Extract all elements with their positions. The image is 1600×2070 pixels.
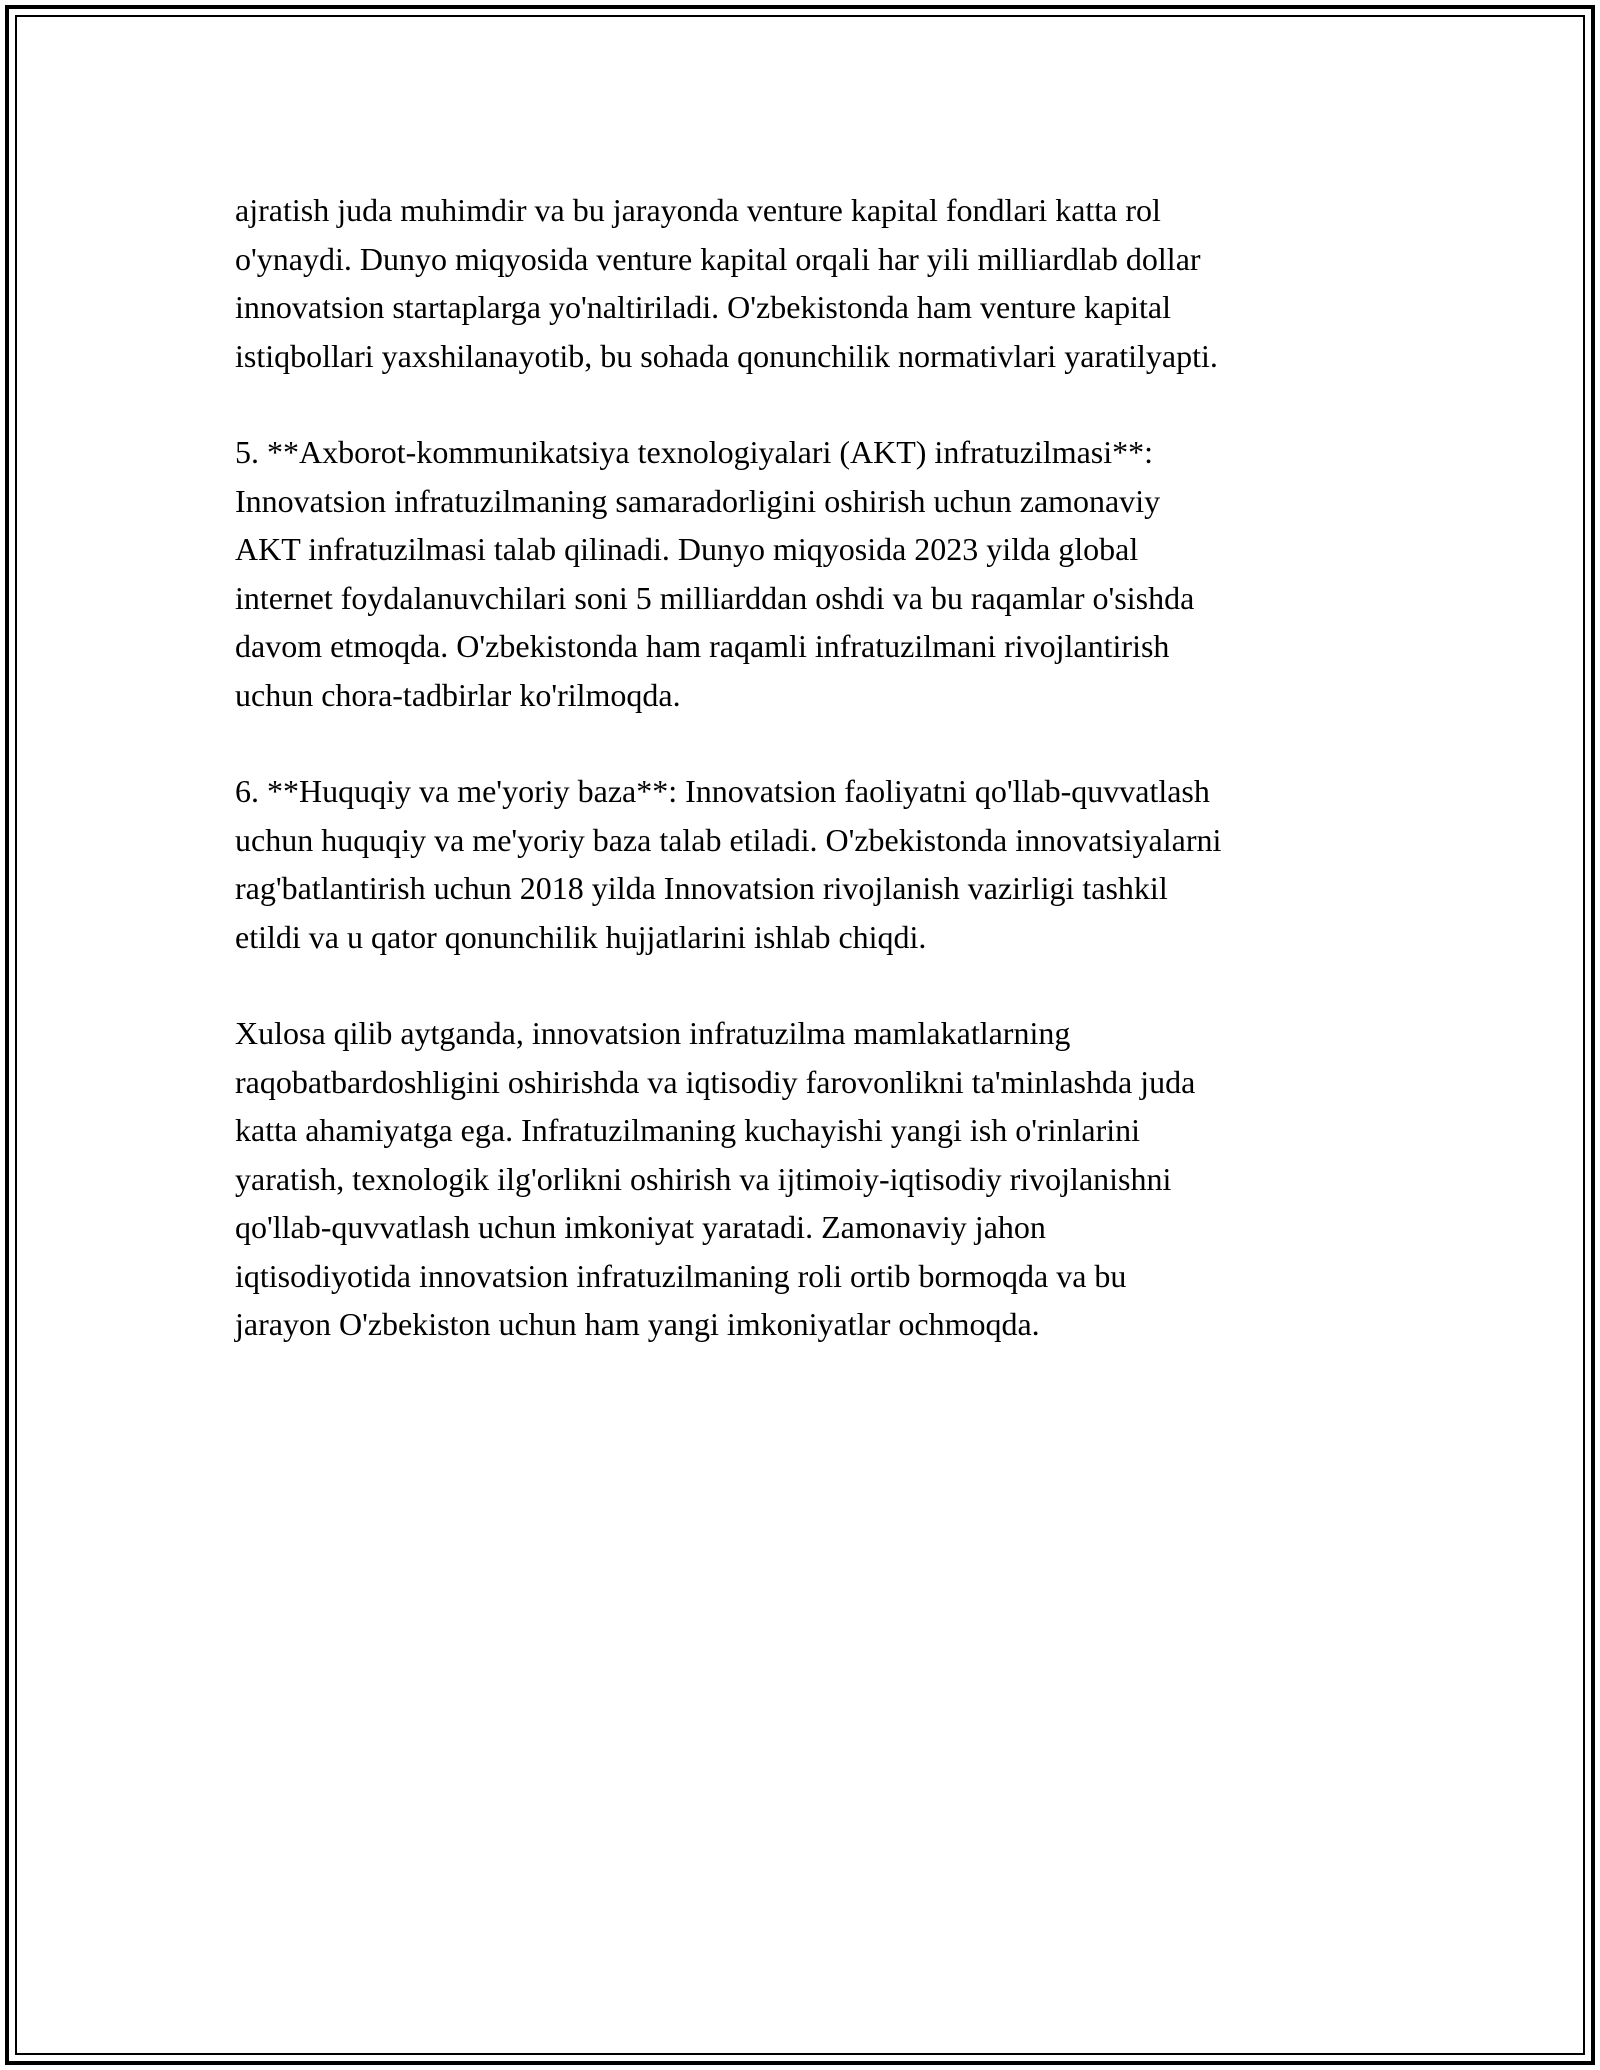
- paragraph-venture-capital: [235, 186, 1395, 380]
- text-line: uchun huquqiy va me'yoriy baza talab etiladi. O'zbekistonda innovatsiyalarni: [235, 821, 1222, 858]
- text-line: uchun chora-tadbirlar ko'rilmoqda.: [235, 676, 681, 713]
- text-line: yaratish, texnologik ilg'orlikni oshirish va ijtimoiy-iqtisodiy rivojlanishni: [235, 1160, 1172, 1197]
- text-line: internet foydalanuvchilari soni 5 milliarddan oshdi va bu raqamlar o'sishda: [235, 579, 1195, 616]
- text-line: raqobatbardoshligini oshirishda va iqtisodiy farovonlikni ta'minlashda juda: [235, 1063, 1196, 1100]
- paragraph-point-5-ict: [235, 428, 1395, 719]
- text-line: ajratish juda muhimdir va bu jarayonda venture kapital fondlari katta rol: [235, 192, 1161, 228]
- text-line: o'ynaydi. Dunyo miqyosida venture kapital orqali har yili milliardlab dollar: [235, 240, 1201, 277]
- text-line: etildi va u qator qonunchilik hujjatlarini ishlab chiqdi.: [235, 918, 927, 955]
- text-line: iqtisodiyotida innovatsion infratuzilmaning roli ortib bormoqda va bu: [235, 1257, 1127, 1294]
- text-line: 5. **Axborot-kommunikatsiya texnologiyalari (AKT) infratuzilmasi**:: [235, 434, 1154, 470]
- text-line: rag'batlantirish uchun 2018 yilda Innovatsion rivojlanish vazirligi tashkil: [235, 870, 1168, 906]
- text-line: katta ahamiyatga ega. Infratuzilmaning kuchayishi yangi ish o'rinlarini: [235, 1112, 1141, 1148]
- text-line: AKT infratuzilmasi talab qilinadi. Dunyo miqyosida 2023 yilda global: [235, 531, 1139, 567]
- text-line: Xulosa qilib aytganda, innovatsion infratuzilma mamlakatlarning: [235, 1015, 1071, 1051]
- text-line: qo'llab-quvvatlash uchun imkoniyat yaratadi. Zamonaviy jahon: [235, 1209, 1046, 1245]
- text-line: davom etmoqda. O'zbekistonda ham raqamli infratuzilmani rivojlantirish: [235, 628, 1170, 664]
- document-body: [235, 186, 1395, 1397]
- paragraph-conclusion: [235, 1009, 1395, 1349]
- text-line: 6. **Huquqiy va me'yoriy baza**: Innovatsion faoliyatni qo'llab-quvvatlash: [235, 773, 1210, 809]
- text-line: Innovatsion infratuzilmaning samaradorligini oshirish uchun zamonaviy: [235, 482, 1161, 519]
- paragraph-point-6-legal: [235, 767, 1395, 961]
- text-line: jarayon O'zbekiston uchun ham yangi imkoniyatlar ochmoqda.: [235, 1306, 1040, 1342]
- text-line: istiqbollari yaxshilanayotib, bu sohada qonunchilik normativlari yaratilyapti.: [235, 337, 1218, 374]
- text-line: innovatsion startaplarga yo'naltiriladi. O'zbekistonda ham venture kapital: [235, 289, 1172, 325]
